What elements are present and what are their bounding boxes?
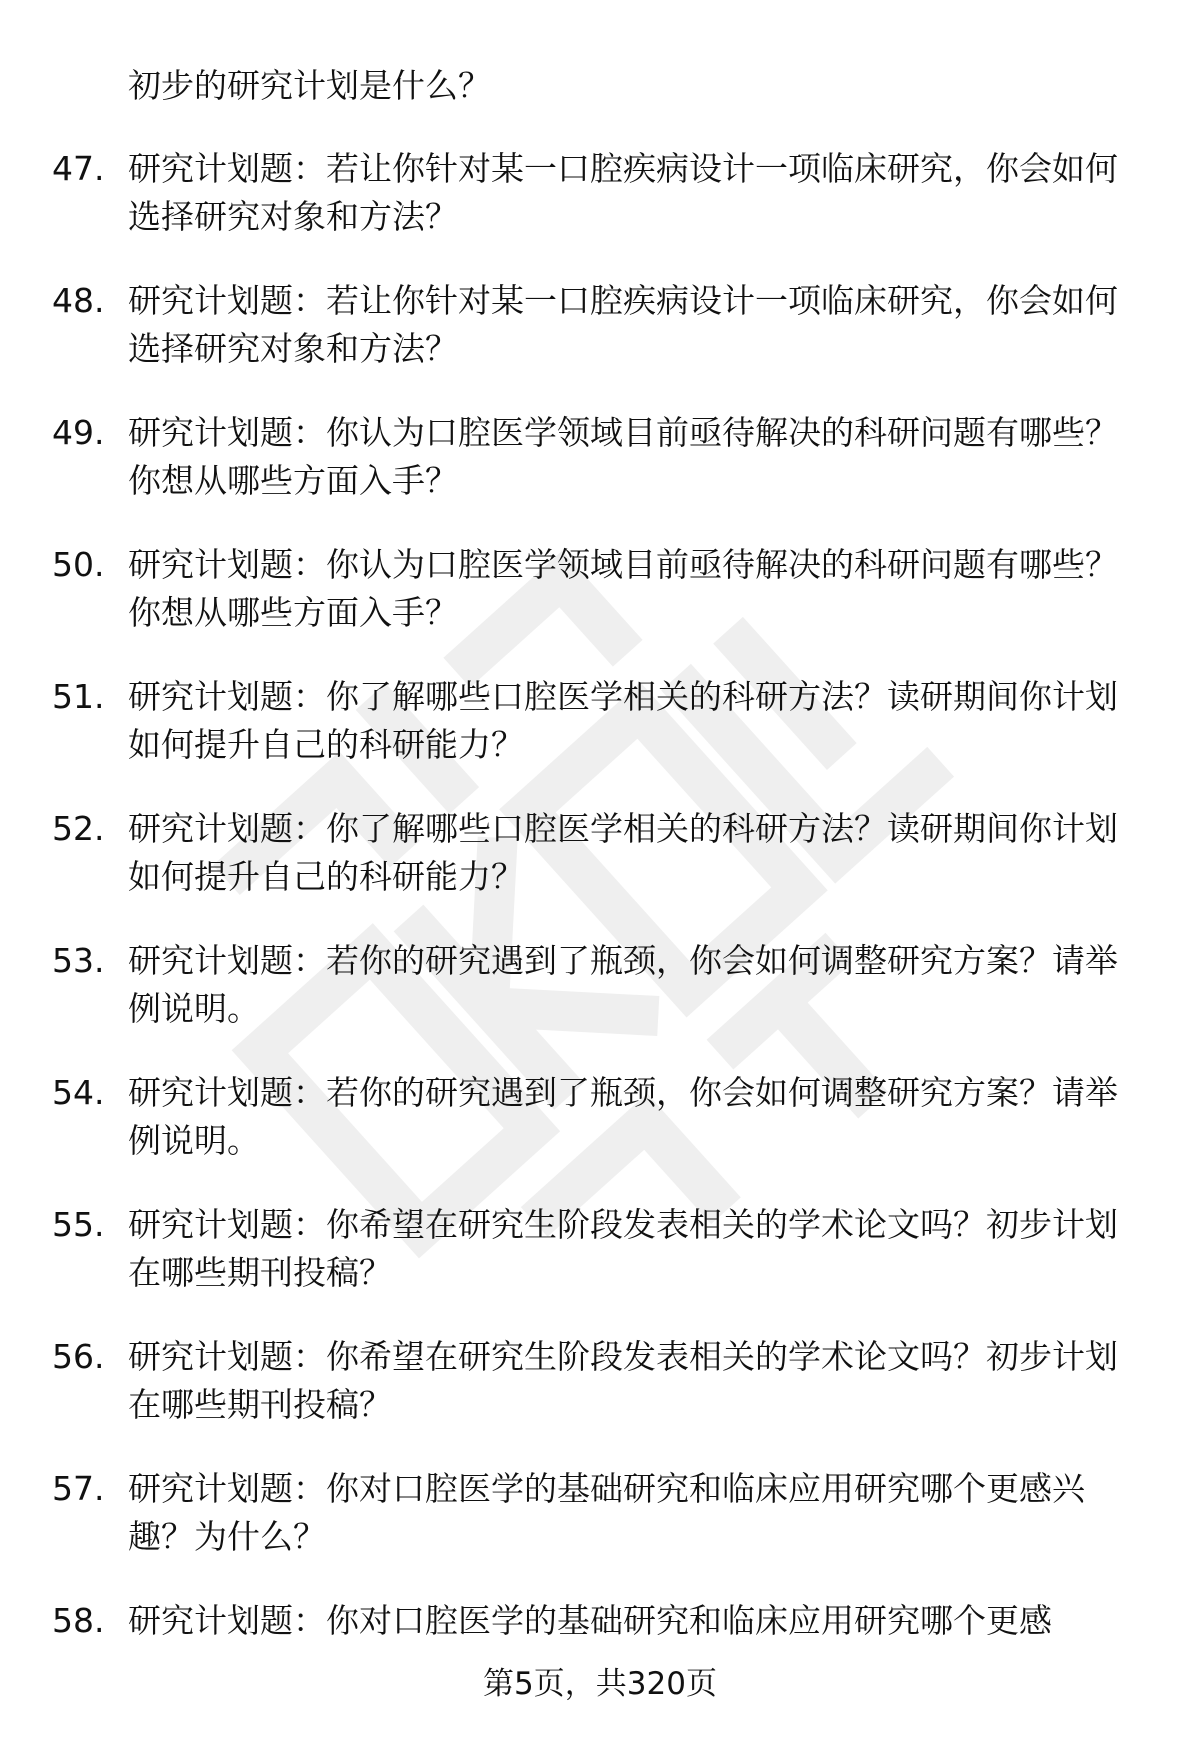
question-text: 研究计划题：你希望在研究生阶段发表相关的学术论文吗？初步计划在哪些期刊投稿？ [128, 1205, 1118, 1292]
question-text: 研究计划题：若让你针对某一口腔疾病设计一项临床研究，你会如何选择研究对象和方法？ [128, 281, 1118, 368]
list-item [0, 673, 1200, 805]
question-text: 研究计划题：若你的研究遇到了瓶颈，你会如何调整研究方案？请举例说明。 [128, 1073, 1118, 1160]
list-item [0, 409, 1200, 541]
question-number: 52. [52, 809, 105, 848]
page-number-footer: 第5页，共320页 [483, 1666, 717, 1702]
question-number: 53. [52, 941, 105, 980]
question-number: 48. [52, 281, 105, 320]
continued-question-text: 初步的研究计划是什么？ [128, 66, 491, 105]
list-item [0, 1069, 1200, 1201]
question-number: 56. [52, 1337, 105, 1376]
question-list [0, 145, 1200, 1729]
question-number: 47. [52, 149, 105, 188]
list-item [0, 805, 1200, 937]
question-number: 51. [52, 677, 105, 716]
question-text: 研究计划题：你对口腔医学的基础研究和临床应用研究哪个更感兴趣？为什么？ [128, 1469, 1085, 1556]
question-text: 研究计划题：若让你针对某一口腔疾病设计一项临床研究，你会如何选择研究对象和方法？ [128, 149, 1118, 236]
question-number: 54. [52, 1073, 105, 1112]
question-text: 研究计划题：你认为口腔医学领域目前亟待解决的科研问题有哪些？你想从哪些方面入手？ [128, 413, 1118, 500]
list-item [0, 145, 1200, 277]
question-text: 研究计划题：你了解哪些口腔医学相关的科研方法？读研期间你计划如何提升自己的科研能力？ [128, 809, 1118, 896]
list-item [0, 937, 1200, 1069]
question-number: 55. [52, 1205, 105, 1244]
list-item [0, 541, 1200, 673]
question-number: 57. [52, 1469, 105, 1508]
list-item [0, 1333, 1200, 1465]
question-text: 研究计划题：你对口腔医学的基础研究和临床应用研究哪个更感 [128, 1601, 1052, 1640]
list-item [0, 1201, 1200, 1333]
question-number: 50. [52, 545, 105, 584]
question-text: 研究计划题：你认为口腔医学领域目前亟待解决的科研问题有哪些？你想从哪些方面入手？ [128, 545, 1118, 632]
question-text: 研究计划题：你希望在研究生阶段发表相关的学术论文吗？初步计划在哪些期刊投稿？ [128, 1337, 1118, 1424]
question-number: 49. [52, 413, 105, 452]
list-item [0, 1465, 1200, 1597]
question-number: 58. [52, 1601, 105, 1640]
question-text: 研究计划题：若你的研究遇到了瓶颈，你会如何调整研究方案？请举例说明。 [128, 941, 1118, 1028]
list-item [0, 277, 1200, 409]
question-text: 研究计划题：你了解哪些口腔医学相关的科研方法？读研期间你计划如何提升自己的科研能力？ [128, 677, 1118, 764]
